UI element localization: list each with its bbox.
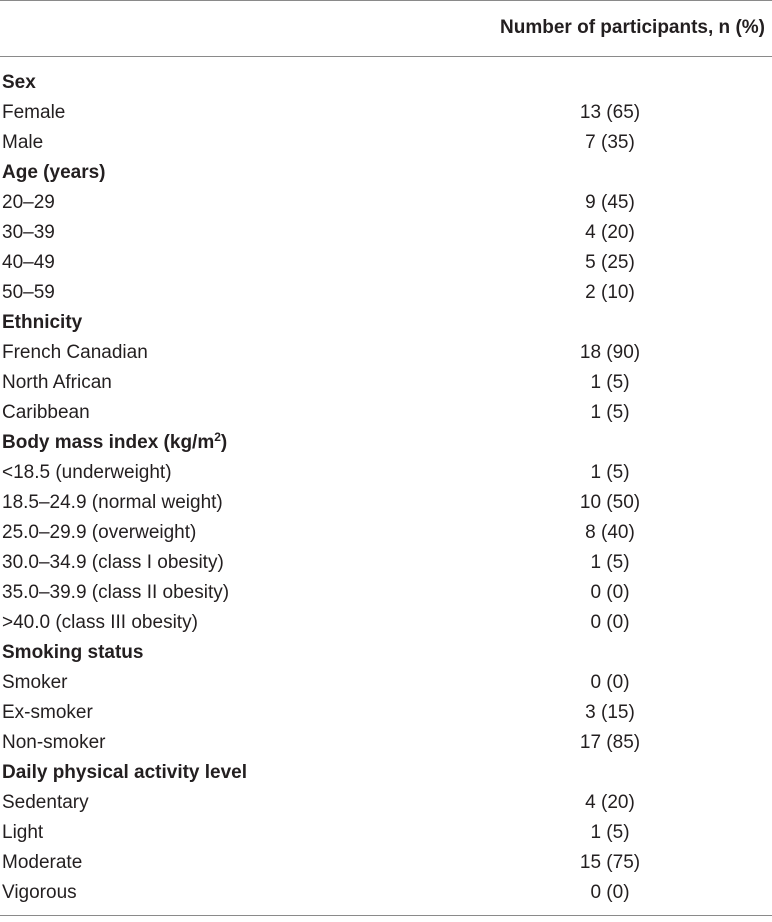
label-text: Ex-smoker [2, 702, 93, 723]
participant-count: 1 (5) [590, 402, 630, 423]
label-text: Body mass index (kg/m [2, 432, 215, 453]
participant-count: 2 (10) [585, 282, 635, 303]
row-label [2, 128, 43, 158]
table-row [0, 698, 772, 728]
participant-count: 1 (5) [590, 552, 630, 573]
table-row [0, 98, 772, 128]
row-label [2, 788, 89, 818]
label-superscript: 2 [214, 430, 221, 444]
table-row [0, 578, 772, 608]
participant-count: 1 (5) [590, 372, 630, 393]
row-label [2, 458, 172, 488]
label-text: Vigorous [2, 882, 77, 903]
row-label [2, 848, 82, 878]
bottom-rule [0, 915, 772, 916]
participant-count: 0 (0) [590, 582, 630, 603]
table-row [0, 458, 772, 488]
table-row [0, 818, 772, 848]
label-text: Sex [2, 72, 36, 93]
participant-count: 0 (0) [590, 672, 630, 693]
label-text: Sedentary [2, 792, 89, 813]
label-text: Smoker [2, 672, 68, 693]
row-label [2, 608, 198, 638]
section-header-row [0, 308, 772, 338]
table-row [0, 878, 772, 908]
participant-count: 7 (35) [585, 132, 635, 153]
table-row [0, 728, 772, 758]
section-header-row [0, 428, 772, 458]
participant-count: 1 (5) [590, 462, 630, 483]
label-text: Smoking status [2, 642, 144, 663]
section-header-row [0, 638, 772, 668]
table-row [0, 668, 772, 698]
table-row [0, 608, 772, 638]
row-label [2, 728, 105, 758]
label-text: 18.5–24.9 (normal weight) [2, 492, 223, 513]
table-row [0, 848, 772, 878]
label-text: North African [2, 372, 112, 393]
label-text: <18.5 (underweight) [2, 462, 172, 483]
table-row [0, 218, 772, 248]
participant-count: 13 (65) [579, 102, 641, 123]
label-text: >40.0 (class III obesity) [2, 612, 198, 633]
header-rule [0, 56, 772, 57]
label-text: Age (years) [2, 162, 106, 183]
row-label [2, 518, 196, 548]
label-suffix: ) [220, 432, 228, 453]
table-row [0, 188, 772, 218]
row-label [2, 668, 67, 698]
participant-count: 15 (75) [579, 852, 641, 873]
label-text: 30–39 [2, 222, 55, 243]
column-header: Number of participants, n (%) [500, 17, 765, 38]
participant-count: 0 (0) [590, 612, 630, 633]
table-row [0, 338, 772, 368]
section-header-row [0, 68, 772, 98]
table-row [0, 788, 772, 818]
row-label [2, 398, 90, 428]
label-text: Female [2, 102, 66, 123]
participant-count: 10 (50) [579, 492, 641, 513]
table-row [0, 278, 772, 308]
label-text: Ethnicity [2, 312, 83, 333]
row-label [2, 188, 55, 218]
table-row [0, 518, 772, 548]
table-row [0, 548, 772, 578]
label-text: 40–49 [2, 252, 55, 273]
label-text: 25.0–29.9 (overweight) [2, 522, 197, 543]
row-label [2, 368, 112, 398]
participant-count: 3 (15) [585, 702, 635, 723]
row-label [2, 548, 224, 578]
row-label [2, 818, 43, 848]
section-label [2, 758, 247, 788]
participant-count: 17 (85) [579, 732, 641, 753]
table-row [0, 398, 772, 428]
participant-count: 1 (5) [590, 822, 630, 843]
label-text: Non-smoker [2, 732, 106, 753]
table-row [0, 488, 772, 518]
participant-count: 18 (90) [579, 342, 641, 363]
table-body [0, 68, 772, 908]
label-text: Daily physical activity level [2, 762, 248, 783]
row-label [2, 278, 55, 308]
table-row [0, 248, 772, 278]
row-label [2, 338, 148, 368]
label-text: Moderate [2, 852, 83, 873]
section-label [2, 158, 106, 188]
row-label [2, 248, 55, 278]
row-label [2, 578, 229, 608]
participant-count: 4 (20) [585, 792, 635, 813]
label-text: Caribbean [2, 402, 90, 423]
row-label [2, 488, 223, 518]
section-label [2, 308, 82, 338]
row-label [2, 698, 93, 728]
label-text: 30.0–34.9 (class I obesity) [2, 552, 224, 573]
participant-count: 0 (0) [590, 882, 630, 903]
participant-count: 4 (20) [585, 222, 635, 243]
section-label [2, 638, 143, 668]
label-text: 20–29 [2, 192, 55, 213]
top-rule [0, 0, 772, 1]
section-header-row [0, 158, 772, 188]
section-label [2, 68, 36, 98]
participant-count: 8 (40) [585, 522, 635, 543]
label-text: French Canadian [2, 342, 148, 363]
table-row [0, 368, 772, 398]
label-text: Male [2, 132, 44, 153]
row-label [2, 878, 77, 908]
participant-count: 9 (45) [585, 192, 635, 213]
label-text: Light [2, 822, 44, 843]
participant-count: 5 (25) [585, 252, 635, 273]
label-text: 50–59 [2, 282, 55, 303]
section-label [2, 428, 227, 458]
label-text: 35.0–39.9 (class II obesity) [2, 582, 230, 603]
row-label [2, 98, 65, 128]
section-header-row [0, 758, 772, 788]
row-label [2, 218, 55, 248]
table-row [0, 128, 772, 158]
